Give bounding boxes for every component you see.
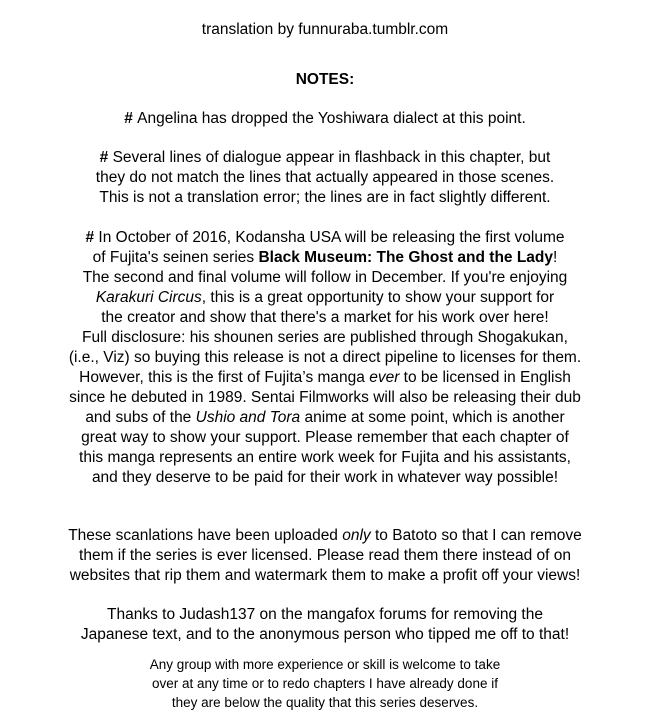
text-line bbox=[0, 248, 650, 268]
text-line bbox=[0, 605, 650, 625]
text-line bbox=[0, 468, 650, 488]
text-line bbox=[0, 348, 650, 368]
text-line bbox=[0, 428, 650, 448]
italic-text: Karakuri Circus bbox=[95, 289, 202, 306]
text-segment: , this is a great opportunity to show your support for bbox=[201, 289, 555, 306]
text-line bbox=[0, 148, 650, 168]
note-kodansha-release bbox=[0, 228, 650, 488]
text-segment: websites that rip them and watermark them to make a profit off your views! bbox=[69, 567, 581, 584]
text-segment: Any group with more experience or skill is welcome to take bbox=[149, 657, 501, 672]
text-segment: This is not a translation error; the lines are in fact slightly different. bbox=[99, 189, 551, 206]
text-line bbox=[0, 188, 650, 208]
text-segment: Full disclosure: his shounen series are published through Shogakukan, bbox=[82, 329, 568, 346]
text-segment: over at any time or to redo chapters I have already done if bbox=[152, 676, 498, 691]
text-line bbox=[0, 288, 650, 308]
text-line bbox=[0, 168, 650, 188]
text-line bbox=[0, 655, 650, 674]
bold-text: # bbox=[124, 110, 138, 127]
text-line bbox=[0, 566, 650, 586]
text-segment: since he debuted in 1989. Sentai Filmworks will also be releasing their dub bbox=[69, 389, 581, 406]
text-line bbox=[0, 268, 650, 288]
text-segment: them if the series is ever licensed. Please read them there instead of on bbox=[79, 547, 571, 564]
text-line bbox=[0, 448, 650, 468]
text-line bbox=[0, 693, 650, 712]
text-segment: (i.e., Viz) so buying this release is not a direct pipeline to licenses for them. bbox=[68, 349, 582, 366]
text-line bbox=[0, 526, 650, 546]
text-segment: ! bbox=[553, 249, 558, 266]
thanks-paragraph bbox=[0, 605, 650, 645]
text-line bbox=[0, 546, 650, 566]
text-segment: However, this is the first of Fujita’s manga bbox=[79, 369, 370, 386]
text-line bbox=[0, 308, 650, 328]
text-segment: great way to show your support. Please remember that each chapter of bbox=[81, 429, 569, 446]
text-line bbox=[0, 368, 650, 388]
italic-text: only bbox=[342, 527, 371, 544]
text-line bbox=[0, 109, 650, 129]
text-segment: Angelina has dropped the Yoshiwara dialect at this point. bbox=[137, 110, 526, 127]
text-line bbox=[0, 408, 650, 428]
text-segment: Several lines of dialogue appear in flashback in this chapter, but bbox=[112, 149, 551, 166]
text-segment: to Batoto so that I can remove bbox=[370, 527, 582, 544]
text-segment: Japanese text, and to the anonymous person who tipped me off to that! bbox=[80, 626, 570, 643]
text-segment: of Fujita's seinen series bbox=[92, 249, 259, 266]
text-line bbox=[0, 388, 650, 408]
text-line bbox=[0, 328, 650, 348]
notes-heading: NOTES: bbox=[295, 71, 355, 88]
bold-text: # bbox=[99, 149, 113, 166]
group-takeover-notice bbox=[0, 655, 650, 712]
bold-text: Black Museum: The Ghost and the Lady bbox=[258, 249, 554, 266]
text-segment: and they deserve to be paid for their work in whatever way possible! bbox=[91, 469, 559, 486]
text-segment: Thanks to Judash137 on the mangafox forums for removing the bbox=[107, 606, 543, 623]
bold-text: # bbox=[85, 229, 99, 246]
text-segment: The second and final volume will follow in December. If you're enjoying bbox=[82, 269, 568, 286]
italic-text: ever bbox=[369, 369, 400, 386]
text-segment: they are below the quality that this series deserves. bbox=[171, 695, 479, 710]
note-dialect bbox=[0, 109, 650, 129]
text-line bbox=[0, 625, 650, 645]
text-segment: These scanlations have been uploaded bbox=[68, 527, 343, 544]
batoto-notice bbox=[0, 526, 650, 586]
italic-text: Ushio and Tora bbox=[195, 409, 301, 426]
text-line bbox=[0, 674, 650, 693]
text-segment: to be licensed in English bbox=[399, 369, 571, 386]
text-segment: anime at some point, which is another bbox=[300, 409, 565, 426]
text-segment: they do not match the lines that actually appeared in those scenes. bbox=[95, 169, 555, 186]
text-segment: In October of 2016, Kodansha USA will be releasing the first volume bbox=[98, 229, 565, 246]
note-flashback bbox=[0, 148, 650, 208]
translation-credit: translation by funnuraba.tumblr.com bbox=[201, 21, 449, 38]
text-line bbox=[0, 228, 650, 248]
text-segment: and subs of the bbox=[85, 409, 196, 426]
text-segment: the creator and show that there's a market for his work over here! bbox=[101, 309, 549, 326]
text-segment: this manga represents an entire work week for Fujita and his assistants, bbox=[79, 449, 571, 466]
